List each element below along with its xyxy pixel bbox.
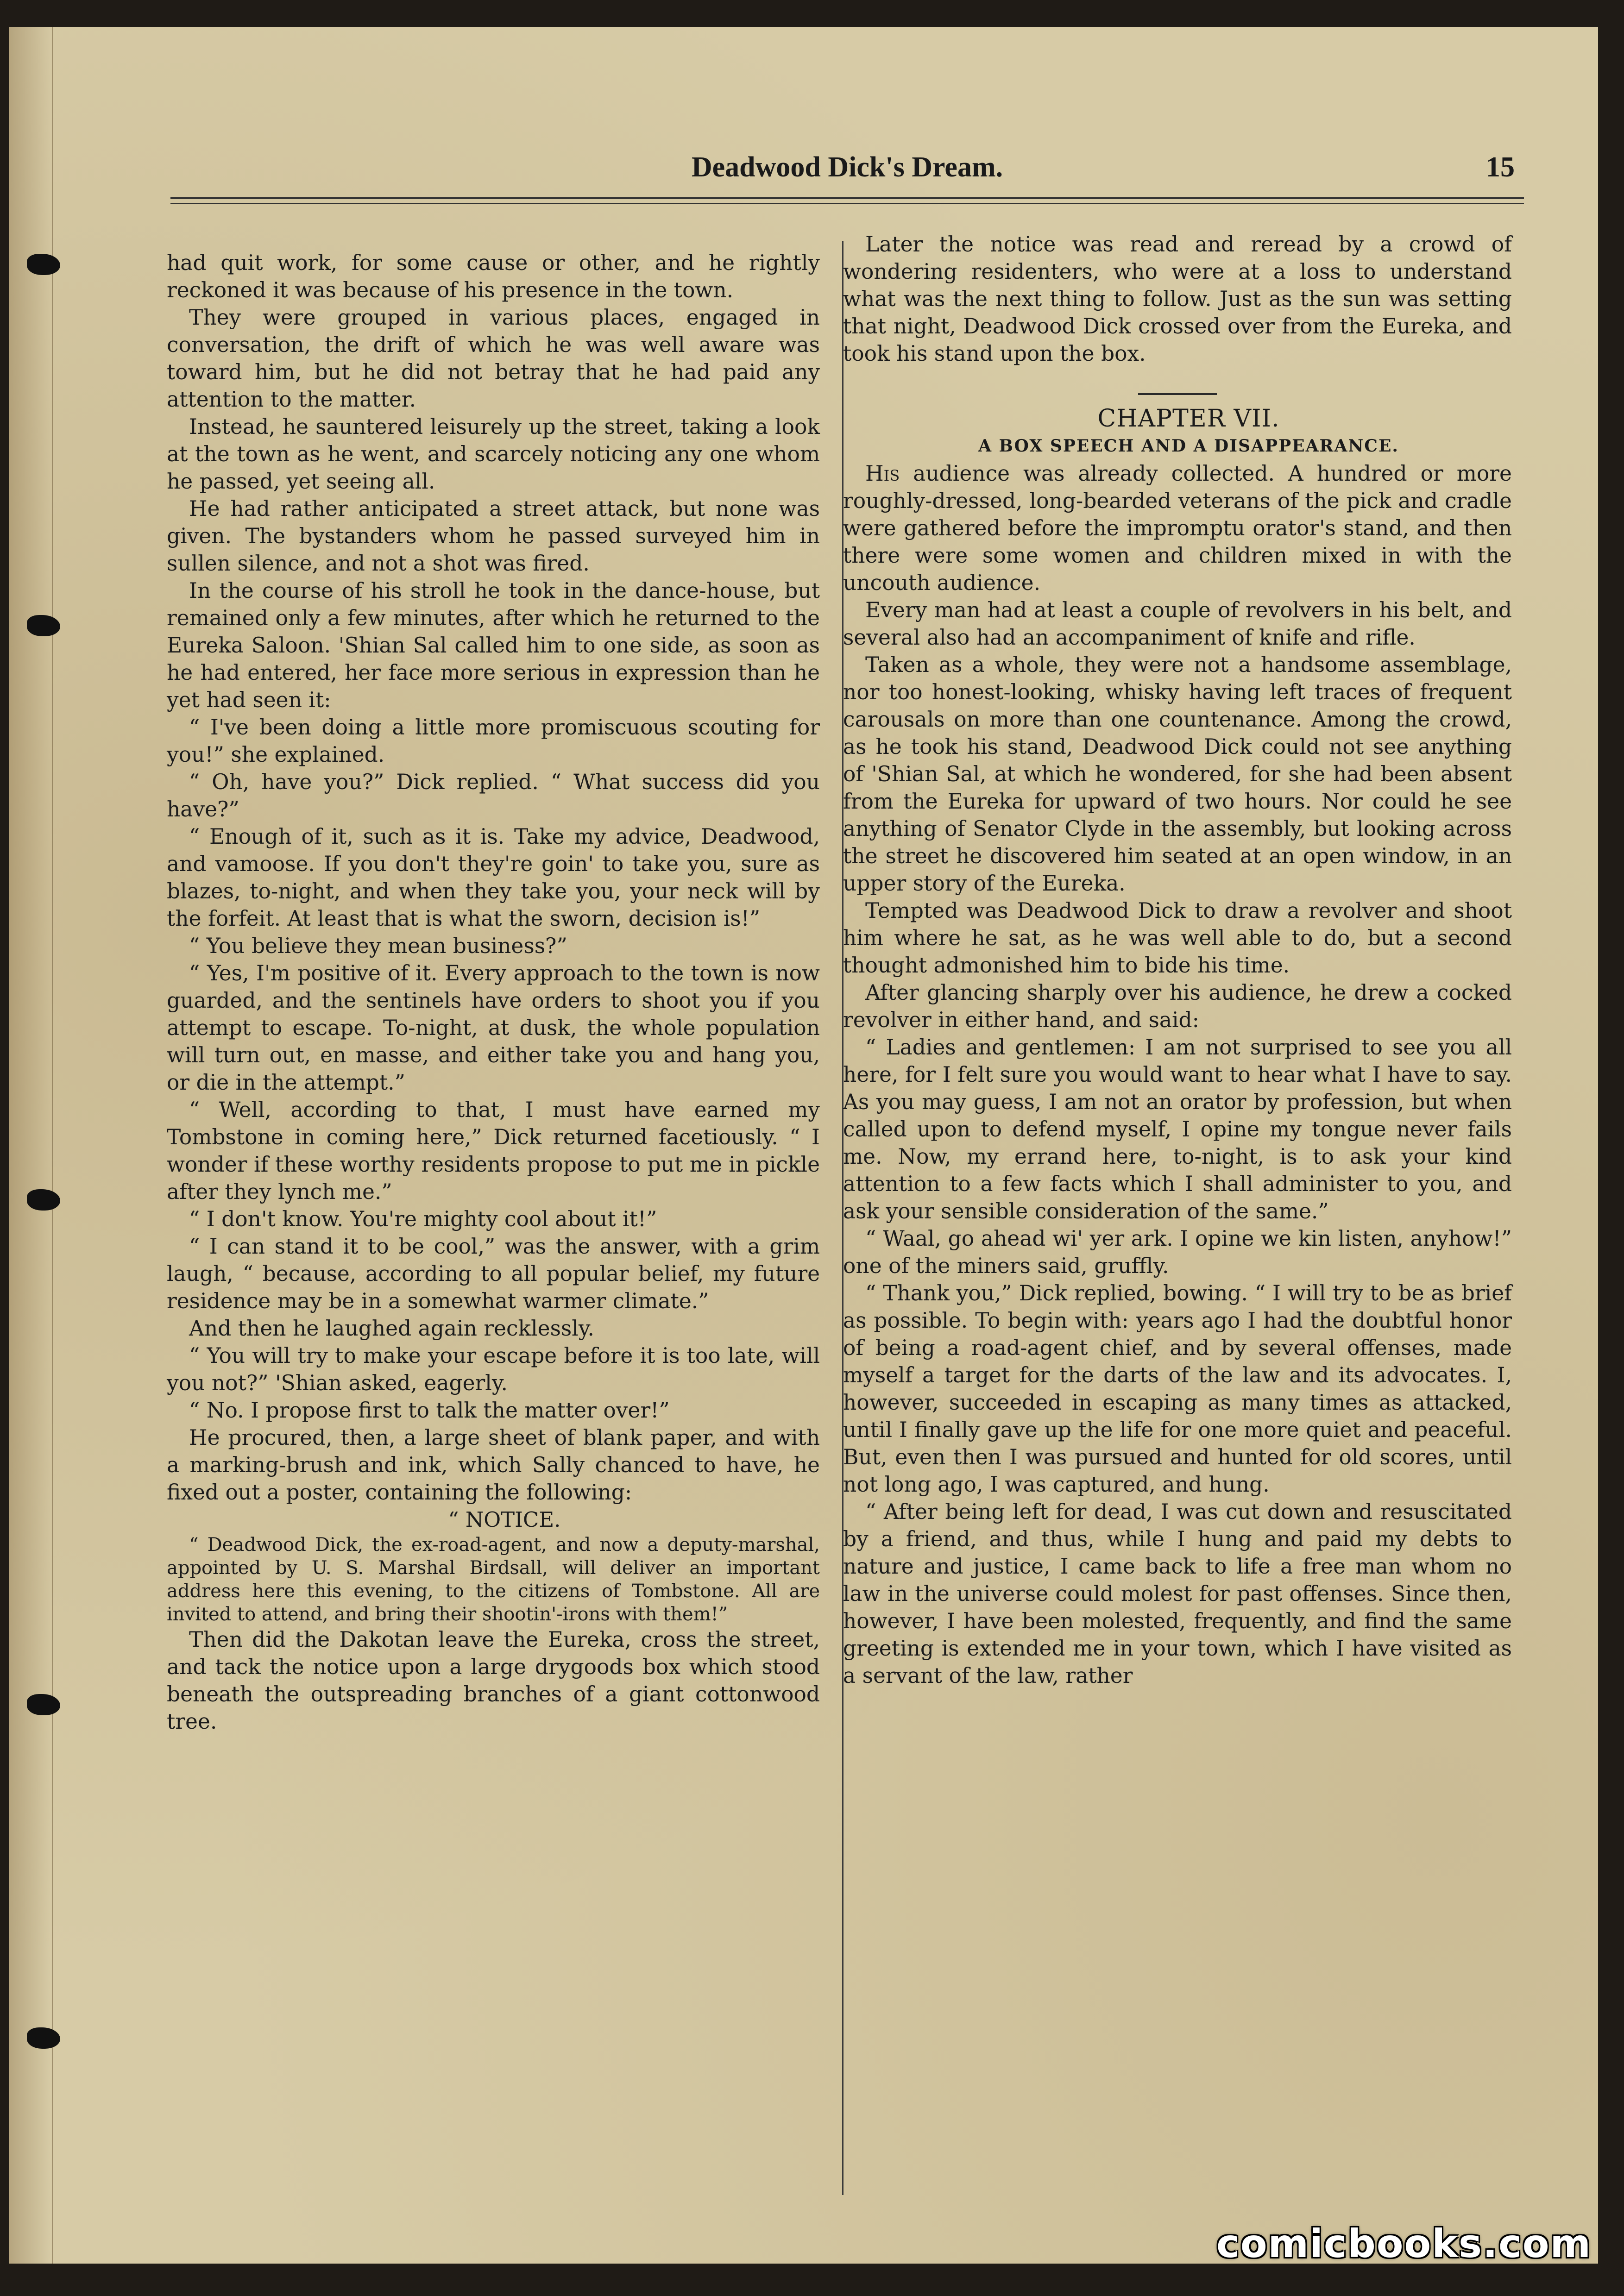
paragraph: “ I can stand it to be cool,” was the answer, with a grim laugh, “ because, according to all popular belief, my future residence may be in a somewhat warmer climate.” (167, 1234, 820, 1313)
paragraph: “ After being left for dead, I was cut down and resuscitated by a friend, and thus, while I hung and paid my debts to nature and justice, I came back to life a free man whom no law in the universe could molest for past offenses. Since then, however, I have been molested, frequently, and find the same greeting is extended me in your town, which I have visited as a servant of the law, rather (843, 1499, 1512, 1688)
binding-stitch (27, 1694, 60, 1715)
paragraph: “ You believe they mean business?” (189, 934, 567, 958)
paragraph: Every man had at least a couple of revolvers in his belt, and several also had an accompaniment of knife and rifle. (843, 598, 1512, 650)
paragraph: Then did the Dakotan leave the Eureka, cross the street, and tack the notice upon a large drygoods box which stood beneath the outspreading branches of a giant cottonwood tree. (167, 1627, 820, 1734)
paragraph: “ Enough of it, such as it is. Take my advice, Deadwood, and vamoose. If you don't they're goin' to take you, sure as blazes, to-night, and when they take you, your neck will by the forfeit. At least that is what the sworn, decision is!” (167, 824, 820, 931)
header-rule (170, 197, 1524, 204)
running-title: Deadwood Dick's Dream. (691, 151, 1003, 183)
paragraph: “ I don't know. You're mighty cool about it!” (189, 1207, 657, 1231)
paragraph: “ Ladies and gentlemen: I am not surprised to see you all here, for I felt sure you would want to hear what I have to say. As you may guess, I am not an orator by profession, but when called upon to defend myself, I opine my tongue never fails me. Now, my errand here, to-night, is to ask your kind attention to a few facts which I shall administer to you, and ask your sensible consideration of the same.” (843, 1035, 1512, 1223)
section-rule (1138, 393, 1217, 395)
paragraph: Taken as a whole, they were not a handsome assemblage, nor too honest-looking, whisky having left traces of frequent carousals on more than one countenance. Among the crowd, as he took his stand, Deadwood Dick could not see anything of 'Shian Sal, at which he wondered, for she had been absent from the Eureka for upward of two hours. Nor could he see anything of Senator Clyde in the assembly, but looking across the street he discovered him seated at an open window, in an upper story of the Eureka. (843, 652, 1512, 896)
right-column (843, 231, 1512, 1689)
paragraph: And then he laughed again recklessly. (189, 1316, 594, 1341)
page-binding (9, 27, 53, 2264)
paragraph: “ No. I propose first to talk the matter over!” (189, 1398, 670, 1423)
binding-stitch (27, 615, 60, 636)
paragraph: In the course of his stroll he took in the dance-house, but remained only a few minutes, after which he returned to the Eureka Saloon. 'Shian Sal called him to one side, as soon as he had entered, her face more serious in expression than he yet had seen it: (167, 578, 820, 712)
binding-stitch (27, 2027, 60, 2049)
chapter-title: CHAPTER VII. (1097, 405, 1280, 433)
paragraph: had quit work, for some cause or other, and he rightly reckoned it was because of his presence in the town. (167, 251, 820, 302)
left-column (167, 249, 820, 1735)
binding-stitch (27, 254, 60, 275)
notice-heading: “ NOTICE. (448, 1507, 561, 1532)
paragraph (843, 460, 1512, 596)
paragraph: After glancing sharply over his audience, he drew a cocked revolver in either hand, and said: (843, 980, 1512, 1032)
paragraph: “ Yes, I'm positive of it. Every approach to the town is now guarded, and the sentinels have orders to shoot you if you attempt to escape. To-night, at dusk, the whole population will turn out, en masse, and either take you and hang you, or die in the attempt.” (167, 961, 820, 1095)
page-number: 15 (1486, 151, 1515, 183)
paragraph: “ You will try to make your escape before it is too late, will you not?” 'Shian asked, eagerly. (167, 1343, 820, 1395)
site-watermark: comicbooks.com (1216, 2221, 1592, 2266)
paragraph: “ Oh, have you?” Dick replied. “ What success did you have?” (167, 770, 820, 822)
chapter-first-word: His (865, 461, 900, 486)
notice-body: “ Deadwood Dick, the ex-road-agent, and now a deputy-marshal, appointed by U. S. Marshal Birdsall, will deliver an important address here this evening, to the citizens of Tombstone. All are invited to attend, and bring their shootin'-irons with them!” (167, 1534, 820, 1625)
book-page (9, 27, 1598, 2264)
paragraph: He had rather anticipated a street attack, but none was given. The bystanders whom he passed surveyed him in sullen silence, and not a shot was fired. (167, 496, 820, 576)
chapter-first-paragraph: audience was already collected. A hundred or more roughly-dressed, long-bearded veterans of the pick and cradle were gathered before the impromptu orator's stand, and then there were some women and children mixed in with the uncouth audience. (843, 461, 1512, 595)
paragraph: “ Well, according to that, I must have earned my Tombstone in coming here,” Dick returned facetiously. “ I wonder if these worthy residents propose to put me in pickle after they lynch me.” (167, 1098, 820, 1204)
paragraph: Tempted was Deadwood Dick to draw a revolver and shoot him where he sat, as he was well able to do, but a second thought admonished him to bide his time. (843, 898, 1512, 978)
paragraph: “ Waal, go ahead wi' yer ark. I opine we kin listen, anyhow!” one of the miners said, gruffly. (843, 1226, 1512, 1278)
paragraph: Later the notice was read and reread by a crowd of wondering residenters, who were at a loss to understand what was the next thing to follow. Just as the sun was setting that night, Deadwood Dick crossed over from the Eureka, and took his stand upon the box. (843, 232, 1512, 366)
paragraph: “ I've been doing a little more promiscuous scouting for you!” she explained. (167, 715, 820, 767)
paragraph: He procured, then, a large sheet of blank paper, and with a marking-brush and ink, which Sally chanced to have, he fixed out a poster, containing the following: (167, 1425, 820, 1505)
paragraph: “ Thank you,” Dick replied, bowing. “ I will try to be as brief as possible. To begin with: years ago I had the doubtful honor of being a road-agent chief, and by several offenses, made myself a target for the darts of the law and its advocates. I, however, succeeded in escaping as many times as attacked, until I finally gave up the life for one more quiet and peaceful. But, even then I was pursued and hunted for old scores, until not long ago, I was captured, and hung. (843, 1281, 1512, 1497)
chapter-subtitle: A BOX SPEECH AND A DISAPPEARANCE. (978, 436, 1399, 456)
paragraph: They were grouped in various places, engaged in conversation, the drift of which he was well aware was toward him, but he did not betray that he had paid any attention to the matter. (167, 305, 820, 412)
binding-stitch (27, 1189, 60, 1211)
paragraph: Instead, he sauntered leisurely up the street, taking a look at the town as he went, and scarcely noticing any one whom he passed, yet seeing all. (167, 414, 820, 494)
